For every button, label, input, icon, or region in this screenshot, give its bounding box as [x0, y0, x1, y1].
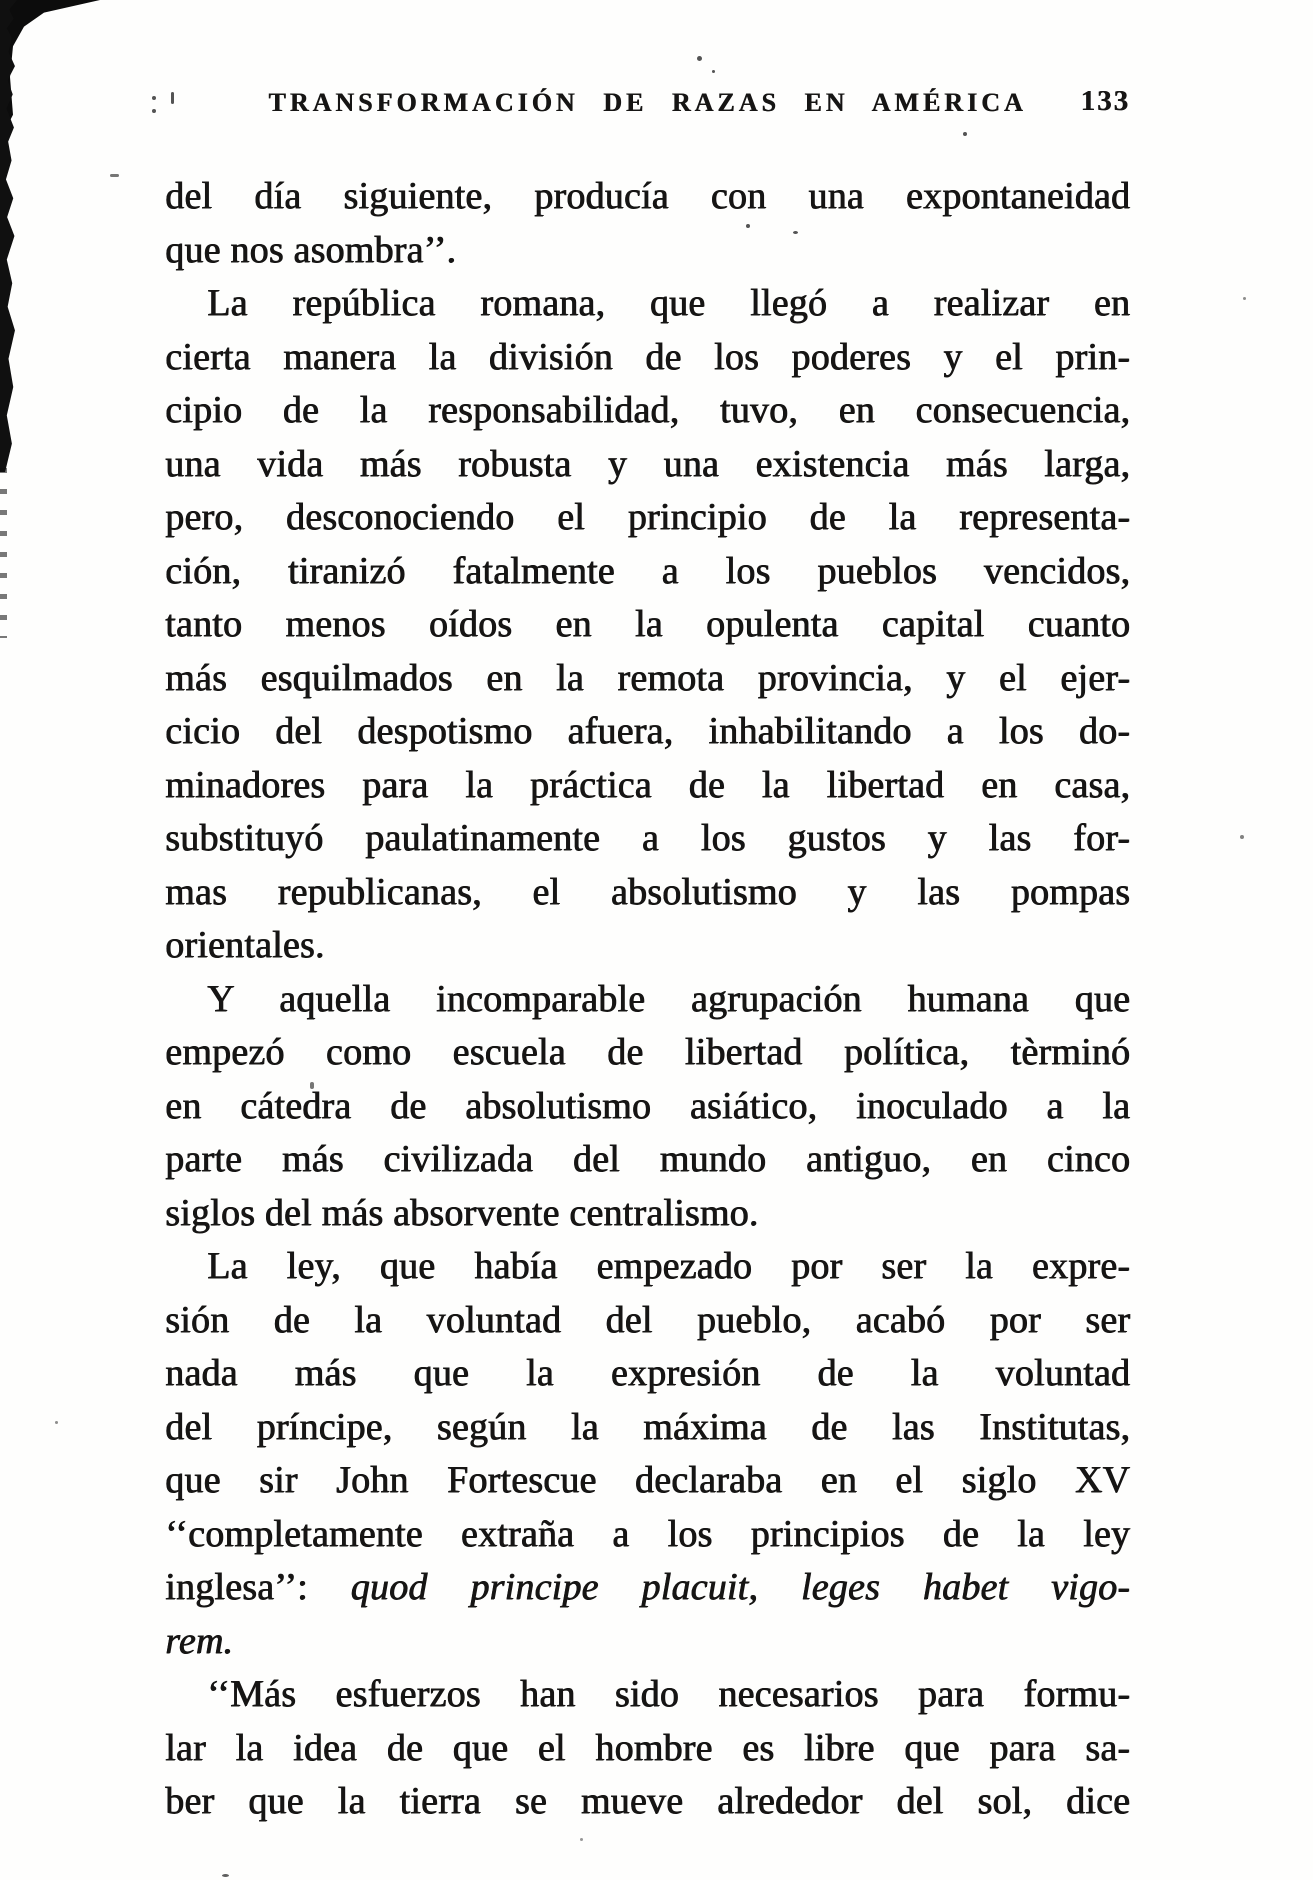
ink-speck — [152, 109, 156, 113]
text-line: tanto menos oídos en la opulenta capital cuanto — [165, 603, 1130, 645]
text-line: ‘‘completamente extraña a los principios de la ley — [165, 1512, 1130, 1555]
latin-quote: quod principe placuit, leges habet vigo- — [350, 1566, 1130, 1608]
text-line: cierta manera la división de los poderes y el prin- — [165, 335, 1130, 378]
scan-artifact-binding-edge — [0, 0, 17, 472]
ink-speck — [1240, 835, 1244, 839]
text-line: orientales. — [165, 924, 325, 966]
text-line: ber que la tierra se mueve alrededor del sol, dice — [165, 1780, 1130, 1822]
ink-speck — [152, 96, 156, 100]
text-line: una vida más robusta y una existencia más larga, — [165, 442, 1130, 485]
ink-speck — [1243, 297, 1246, 300]
text-segment: inglesa’’: — [165, 1566, 351, 1608]
text-line: que sir John Fortescue declaraba en el siglo XV — [165, 1459, 1130, 1501]
ink-speck — [580, 1838, 583, 1841]
text-line: ción, tiranizó fatalmente a los pueblos vencidos, — [165, 549, 1130, 592]
text-line: pero, desconociendo el principio de la representa- — [165, 496, 1130, 538]
text-line: empezó como escuela de libertad política, tèrminó — [165, 1031, 1130, 1073]
text-line: ‘‘Más esfuerzos han sido necesarios para formu- — [207, 1673, 1130, 1715]
running-head-title: TRANSFORMACIÓN DE RAZAS EN AMÉRICA — [268, 88, 1027, 117]
text-line: Y aquella incomparable agrupación humana que — [207, 977, 1130, 1020]
latin-quote: rem. — [165, 1619, 233, 1662]
text-line: en cátedra de absolutismo asiático, inoculado a la — [165, 1084, 1130, 1127]
text-line: que nos asombra’’. — [165, 228, 456, 271]
body-text — [165, 170, 1130, 1829]
text-line: siglos del más absorvente centralismo. — [165, 1191, 759, 1234]
running-head — [165, 85, 1130, 130]
ink-speck — [110, 174, 119, 177]
text-line: La ley, que había empezado por ser la expre- — [207, 1245, 1130, 1287]
text-line: nada más que la expresión de la voluntad — [165, 1352, 1130, 1394]
text-line: del príncipe, según la máxima de las Institutas, — [165, 1405, 1130, 1448]
text-line: minadores para la práctica de la libertad en casa, — [165, 763, 1130, 806]
scan-artifact-binding-edge-fade — [0, 468, 7, 638]
ink-speck — [222, 1874, 229, 1877]
ink-speck — [697, 56, 702, 61]
page-number: 133 — [1080, 85, 1130, 117]
text-line: cicio del despotismo afuera, inhabilitando a los do- — [165, 710, 1130, 752]
text-line: mas republicanas, el absolutismo y las pompas — [165, 870, 1130, 913]
text-line: cipio de la responsabilidad, tuvo, en consecuencia, — [165, 389, 1130, 431]
text-line — [165, 1561, 1130, 1615]
ink-speck — [55, 1421, 58, 1424]
scan-artifact-corner-wedge — [0, 0, 100, 140]
text-line: substituyó paulatinamente a los gustos y las for- — [165, 817, 1130, 859]
text-line: parte más civilizada del mundo antiguo, en cinco — [165, 1138, 1130, 1180]
text-line: más esquilmados en la remota provincia, y el ejer- — [165, 656, 1130, 699]
text-line: La república romana, que llegó a realizar en — [207, 282, 1130, 324]
text-line: sión de la voluntad del pueblo, acabó por ser — [165, 1298, 1130, 1341]
text-line: del día siguiente, producía con una expontaneidad — [165, 175, 1130, 217]
text-line: lar la idea de que el hombre es libre que para sa- — [165, 1726, 1130, 1769]
ink-speck — [963, 132, 967, 136]
ink-speck — [712, 70, 715, 73]
